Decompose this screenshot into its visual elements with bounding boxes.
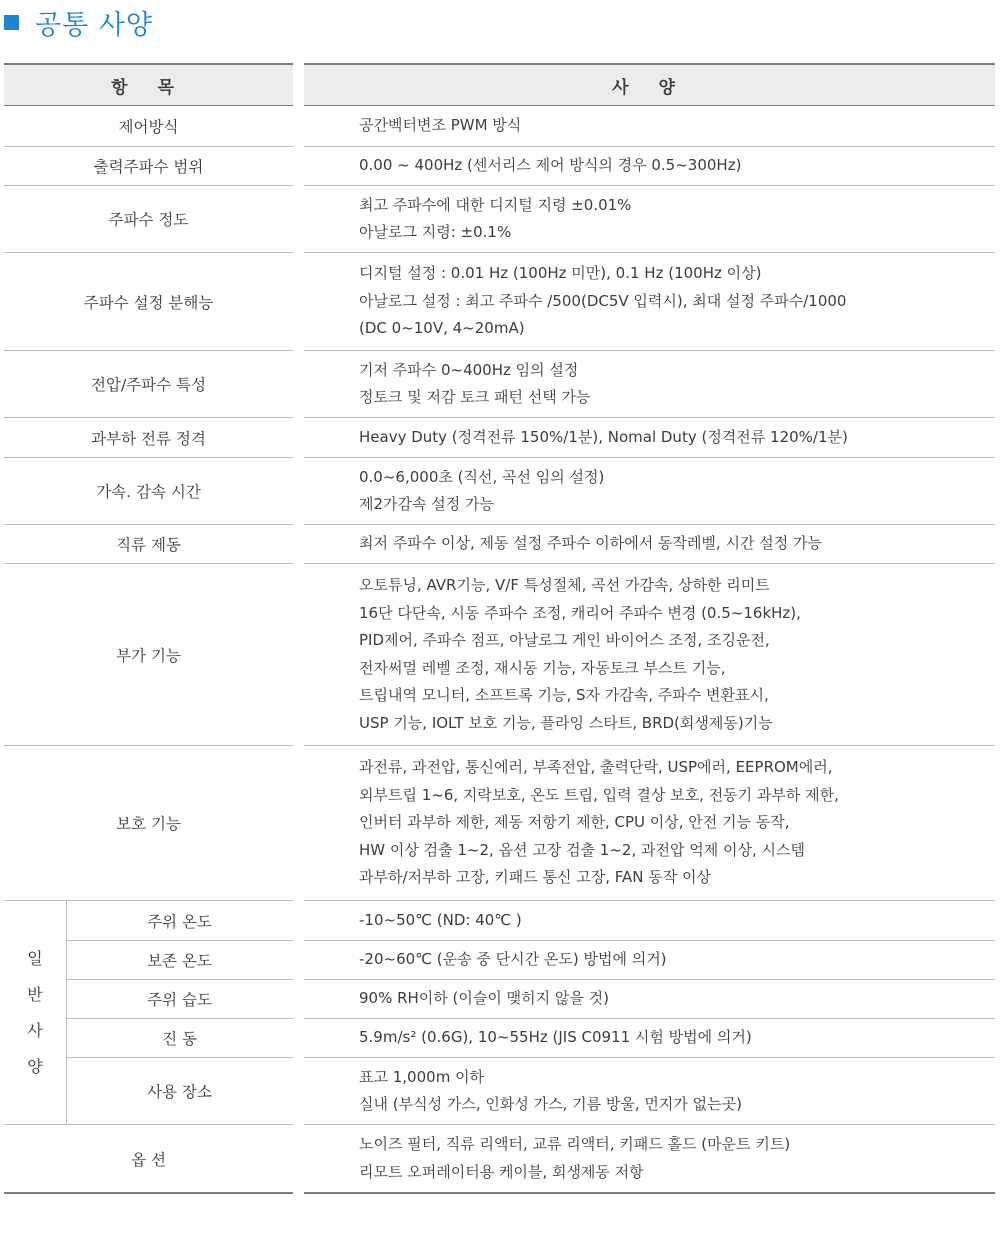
row-label: 제어방식 <box>118 118 179 136</box>
row-label: 전압/주파수 특성 <box>91 376 206 394</box>
value-line: PID제어, 주파수 점프, 아날로그 게인 바이어스 조정, 조깅운전, <box>359 631 770 649</box>
row-label: 주파수 정도 <box>108 211 189 229</box>
row-label: 출력주파수 범위 <box>93 158 204 176</box>
value-line: (DC 0~10V, 4~20mA) <box>359 319 525 338</box>
value-line: 과부하/저부하 고장, 키패드 통신 고장, FAN 동작 이상 <box>359 868 712 887</box>
value-line: 5.9m/s² (0.6G), 10~55Hz (JIS C0911 시험 방법에 의거) <box>359 1028 752 1047</box>
value-line: 아날로그 설정 : 최고 주파수 /500(DC5V 입력시), 최대 설정 주파수/1000 <box>359 291 847 310</box>
header-spec: 사 양 <box>304 63 995 106</box>
value-line: Heavy Duty (정격전류 150%/1분), Nomal Duty (정격전류 120%/1분) <box>359 427 848 446</box>
value-line: 외부트립 1~6, 지락보호, 온도 트립, 입력 결상 보호, 전동기 과부하 제한, <box>359 785 839 804</box>
value-line: 인버터 과부하 제한, 제동 저항기 제한, CPU 이상, 안전 기능 동작, <box>359 813 790 832</box>
row-value <box>359 186 989 252</box>
value-line: 과전류, 과전압, 통신에러, 부족전압, 출력단락, USP에러, EEPROM에러, <box>359 758 833 777</box>
value-line: 16단 다단속, 시동 주파수 조정, 캐리어 주파수 변경 (0.5~16kHz), <box>359 603 801 622</box>
row-value <box>359 980 989 1018</box>
row-value <box>359 351 989 417</box>
general-label-char: 양 <box>27 1056 43 1076</box>
value-line: 표고 1,000m 이하 <box>359 1067 485 1086</box>
section-title-text: 공통 사양 <box>35 9 153 41</box>
value-line: 전자써멀 레벨 조정, 재시동 기능, 자동토크 부스트 기능, <box>359 658 726 677</box>
header-item: 항 목 <box>4 63 293 106</box>
section-title <box>4 4 153 40</box>
value-line: HW 이상 검출 1~2, 옵션 고장 검출 1~2, 과전압 억제 이상, 시스템 <box>359 840 805 859</box>
row-label: 보존 온도 <box>147 952 212 970</box>
row-value <box>359 1019 989 1057</box>
value-line: 오토튜닝, AVR기능, V/F 특성절체, 곡선 가감속, 상하한 리미트 <box>359 576 770 594</box>
value-line: -20~60℃ (운송 중 단시간 온도) 방법에 의거) <box>359 950 667 969</box>
row-label: 주위 온도 <box>147 912 212 931</box>
row-value <box>359 746 989 900</box>
row-value <box>359 106 989 146</box>
value-line: -10~50℃ (ND: 40℃ ) <box>359 910 522 929</box>
value-line: 노이즈 필터, 직류 리액터, 교류 리액터, 키패드 홀드 (마운트 키트) <box>359 1135 791 1153</box>
value-line: 최저 주파수 이상, 제동 설정 주파수 이하에서 동작레벨, 시간 설정 가능 <box>359 534 822 553</box>
row-value <box>359 901 989 940</box>
title-square-icon <box>4 15 19 30</box>
value-line: 0.00 ~ 400Hz (센서리스 제어 방식의 경우 0.5~300Hz) <box>359 156 742 175</box>
row-value <box>359 525 989 563</box>
value-line: 트립내역 모니터, 소프트록 기능, S자 가감속, 주파수 변환표시, <box>359 686 769 704</box>
row-value <box>359 147 989 185</box>
row-value <box>359 418 989 457</box>
general-label-char: 일 <box>27 948 43 968</box>
row-value <box>359 564 989 745</box>
row-label: 주파수 설정 분해능 <box>83 293 214 312</box>
general-label-char: 사 <box>27 1020 43 1040</box>
value-line: 실내 (부식성 가스, 인화성 가스, 기름 방울, 먼지가 없는곳) <box>359 1095 742 1113</box>
row-label: 과부하 전류 정격 <box>91 429 206 448</box>
row-label: 옵 션 <box>131 1150 166 1169</box>
row-value <box>359 458 989 524</box>
row-label: 사용 장소 <box>147 1083 212 1101</box>
row-value <box>359 253 989 350</box>
value-line: 기저 주파수 0~400Hz 임의 설정 <box>359 360 579 379</box>
general-label-char: 반 <box>27 984 43 1004</box>
value-line: 디지털 설정 : 0.01 Hz (100Hz 미만), 0.1 Hz (100Hz 이상) <box>359 264 762 283</box>
value-line: USP 기능, IOLT 보호 기능, 플라잉 스타트, BRD(회생제동)기능 <box>359 713 773 732</box>
row-label: 부가 기능 <box>116 646 181 665</box>
value-line: 아날로그 지령: ±0.1% <box>359 223 512 241</box>
row-label: 가속. 감속 시간 <box>96 483 201 501</box>
row-label: 보호 기능 <box>116 815 181 833</box>
value-line: 정토크 및 저감 토크 패턴 선택 가능 <box>359 388 591 406</box>
value-line: 90% RH이하 (이슬이 맺히지 않을 것) <box>359 989 609 1008</box>
row-value <box>359 941 989 979</box>
value-line: 공간벡터변조 PWM 방식 <box>359 116 522 135</box>
row-value <box>359 1058 989 1124</box>
value-line: 0.0~6,000초 (직선, 곡선 임의 설정) <box>359 467 605 486</box>
general-spec-label <box>4 901 66 1124</box>
value-line: 리모트 오퍼레이터용 케이블, 회생제동 저항 <box>359 1162 644 1181</box>
row-value <box>359 1125 989 1192</box>
row-label: 주위 습도 <box>147 991 212 1009</box>
row-label: 직류 제동 <box>116 536 181 554</box>
row-label: 진 동 <box>162 1030 197 1048</box>
value-line: 최고 주파수에 대한 디지털 지령 ±0.01% <box>359 195 632 214</box>
value-line: 제2가감속 설정 가능 <box>359 495 495 513</box>
